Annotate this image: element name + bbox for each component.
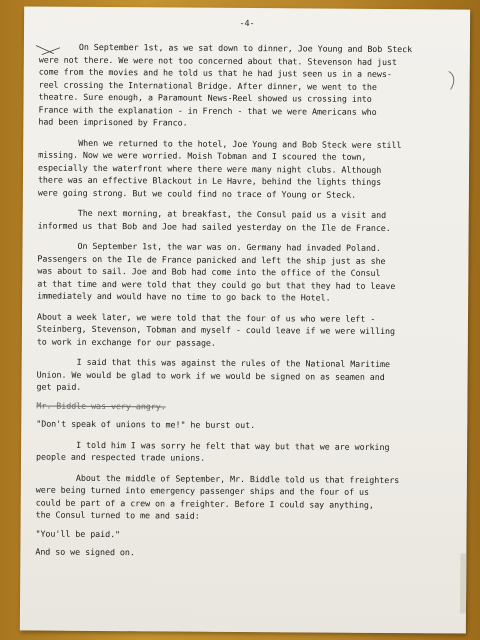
paragraph-p5 — [37, 310, 461, 350]
paragraph-p10 — [36, 471, 460, 524]
text-line: informed us that Bob and Joe had sailed yesterday on the Ile de France. — [37, 220, 391, 233]
text-line: On September 1st, the war was on. Germany had invaded Poland. — [77, 240, 381, 253]
text-line: were being turned into emergency passenger ships and the four of us — [35, 484, 370, 497]
text-line: Steinberg, Stevenson, Tobman and myself - could leave if we were willing — [36, 323, 396, 337]
text-line: France with the explanation - in French - that we were Americans who — [38, 104, 377, 117]
page-number: -4- — [239, 17, 255, 29]
text-line: were not there. We were not too concerned about that. Stevenson had just — [38, 54, 397, 67]
paragraph-p9 — [36, 438, 460, 466]
text-line: come from the movies and he told us that he had just seen us in a news- — [38, 66, 392, 80]
text-line: Mr. Biddle was very angry. — [36, 400, 166, 411]
paragraph-p11 — [35, 527, 459, 542]
text-line: to work in exchange for our passage. — [36, 336, 216, 348]
text-line: at that time and were told that they could go but that they had to leave — [37, 278, 396, 291]
text-line: was about to sail. Joe and Bob had come into the office of the Consul — [37, 265, 381, 278]
paragraph-p8 — [36, 418, 460, 433]
text-line: Union. We would be glad to work if we would be signed on as seamen and — [36, 369, 385, 382]
text-line: I told him I was sorry he felt that way but that we are working — [76, 439, 390, 452]
text-line: reel crossing the International Bridge. After dinner, we went to the — [38, 79, 377, 92]
text-line: I said that this was against the rules of the National Maritime — [76, 356, 391, 370]
text-line: And so we signed on. — [35, 546, 135, 558]
text-line: On September 1st, as we sat down to dinner, Joe Young and Bob Steck — [78, 41, 413, 55]
text-line: About a week later, we were told that the four of us who were left - — [36, 311, 376, 324]
paragraph-p1 — [38, 41, 463, 131]
typewritten-page — [20, 6, 470, 633]
text-line: The next morning, at breakfast, the Consul paid us a visit and — [77, 207, 387, 220]
text-line: missing. Now we were worried. Moish Tobman and I scoured the town, — [38, 149, 367, 162]
text-line: When we returned to the hotel, Joe Young and Bob Steck were still — [78, 137, 402, 150]
text-line: get paid. — [36, 381, 82, 392]
paragraph-p4 — [37, 240, 461, 305]
text-line: About the middle of September, Mr. Biddle told us that freighters — [75, 472, 400, 485]
text-line: the Consul turned to me and said: — [35, 509, 200, 521]
text-line: especially the waterfront where there were many night clubs. Although — [38, 162, 382, 175]
paragraph-p3 — [38, 207, 462, 235]
text-line: "Don't speak of unions to me!" he burst out. — [36, 418, 256, 431]
text-line: there was an effective Blackout in Le Havre, behind the lights things — [37, 174, 382, 187]
text-line: immediately and would have no time to go back to the Hotel. — [37, 290, 331, 303]
text-line: Passengers on the Ile de France panicked and left the ship just as she — [37, 253, 386, 266]
paper-edge-tab — [460, 554, 466, 614]
paragraph-p12 — [35, 546, 459, 561]
text-line: people and respected trade unions. — [36, 451, 206, 463]
text-line: theatre. Sure enough, a Paramount News-Reel showed us crossing into — [38, 91, 372, 104]
text-line: were going strong. But we could find no trace of Young or Steck. — [37, 187, 357, 200]
paragraph-p6 — [36, 356, 460, 396]
paragraph-p7 — [36, 399, 460, 414]
page-body — [35, 41, 463, 561]
text-line: could be part of a crew on a freighter. Before I could say anything, — [35, 497, 374, 510]
text-line: had been imprisoned by Franco. — [38, 116, 188, 128]
text-line: "You'll be paid." — [35, 528, 121, 539]
paragraph-p2 — [38, 136, 462, 201]
